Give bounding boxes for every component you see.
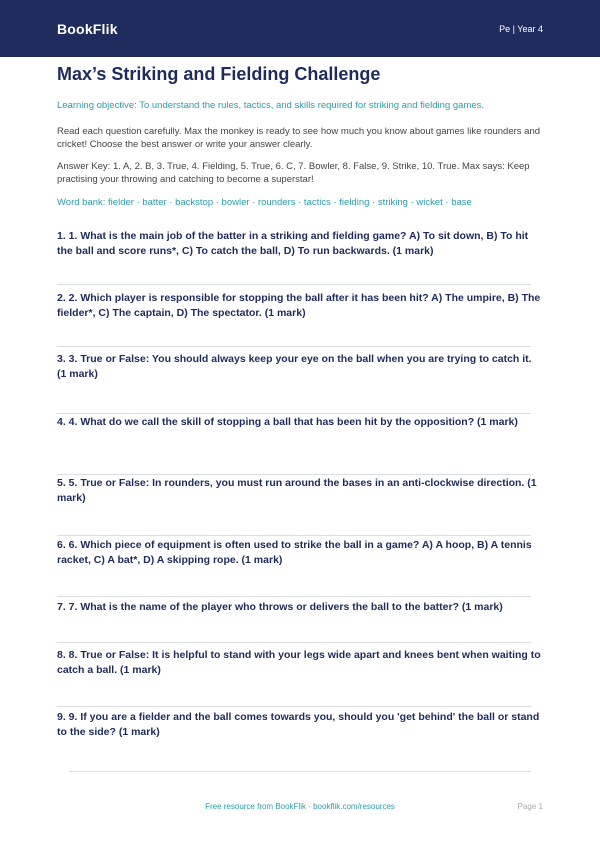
answer-key: Answer Key: 1. A, 2. B, 3. True, 4. Fielding, 5. True, 6. C, 7. Bowler, 8. False, 9. Strike, 10. True. Max says: Keep practising your throwing and catching to become a superstar! bbox=[57, 161, 530, 185]
brand-logo-text: BookFlik bbox=[57, 20, 118, 37]
question-1: 1. 1. What is the main job of the batter in a striking and fielding game? A) To sit down, B) To hit the ball and score runs*, C) To catch the ball, D) To run backwards. (1 mark) bbox=[57, 230, 529, 257]
question-4: 4. 4. What do we call the skill of stopping a ball that has been hit by the opposition? (1 mark) bbox=[57, 416, 518, 428]
page-title: Max’s Striking and Fielding Challenge bbox=[57, 64, 381, 84]
answer-line-4 bbox=[57, 474, 531, 475]
answer-line-5 bbox=[57, 535, 531, 536]
answer-line-2 bbox=[57, 346, 531, 347]
question-3: 3. 3. True or False: You should always keep your eye on the ball when you are trying to catch it. (1 mark) bbox=[57, 353, 532, 380]
question-7: 7. 7. What is the name of the player who throws or delivers the ball to the batter? (1 mark) bbox=[57, 601, 503, 613]
question-9: 9. 9. If you are a fielder and the ball comes towards you, should you 'get behind' the ball or stand to the side? (1 mark) bbox=[57, 711, 540, 738]
page-number: Page 1 bbox=[517, 802, 543, 811]
page-header bbox=[0, 0, 600, 57]
answer-line-3 bbox=[57, 413, 531, 414]
word-bank: Word bank: fielder · batter · backstop · bowler · rounders · tactics · fielding · striking · wicket · base bbox=[57, 197, 472, 208]
answer-line-8 bbox=[57, 706, 531, 707]
question-5: 5. 5. True or False: In rounders, you must run around the bases in an anti-clockwise direction. (1 mark) bbox=[57, 477, 537, 504]
footer-credit: Free resource from BookFlik · bookflik.com/resources bbox=[205, 802, 395, 811]
question-2: 2. 2. Which player is responsible for stopping the ball after it has been hit? A) The umpire, B) The fielder*, C) The captain, D) The spectator. (1 mark) bbox=[57, 292, 541, 319]
question-6: 6. 6. Which piece of equipment is often used to strike the ball in a game? A) A hoop, B) A tennis racket, C) A bat*, D) A skipping rope. (1 mark) bbox=[57, 539, 532, 566]
footer-divider bbox=[69, 771, 531, 772]
answer-line-7 bbox=[57, 642, 531, 643]
question-8: 8. 8. True or False: It is helpful to stand with your legs wide apart and knees bent when waiting to catch a ball. (1 mark) bbox=[57, 649, 541, 676]
learning-objective: Learning objective: To understand the rules, tactics, and skills required for striking and fielding games. bbox=[57, 100, 485, 111]
answer-line-6 bbox=[57, 596, 531, 597]
answer-line-1 bbox=[57, 284, 531, 285]
instructions: Read each question carefully. Max the monkey is ready to see how much you know about games like rounders and cricket! Choose the best answer or write your answer clearly. bbox=[57, 126, 541, 150]
subject-year-label: Pe | Year 4 bbox=[499, 23, 543, 34]
